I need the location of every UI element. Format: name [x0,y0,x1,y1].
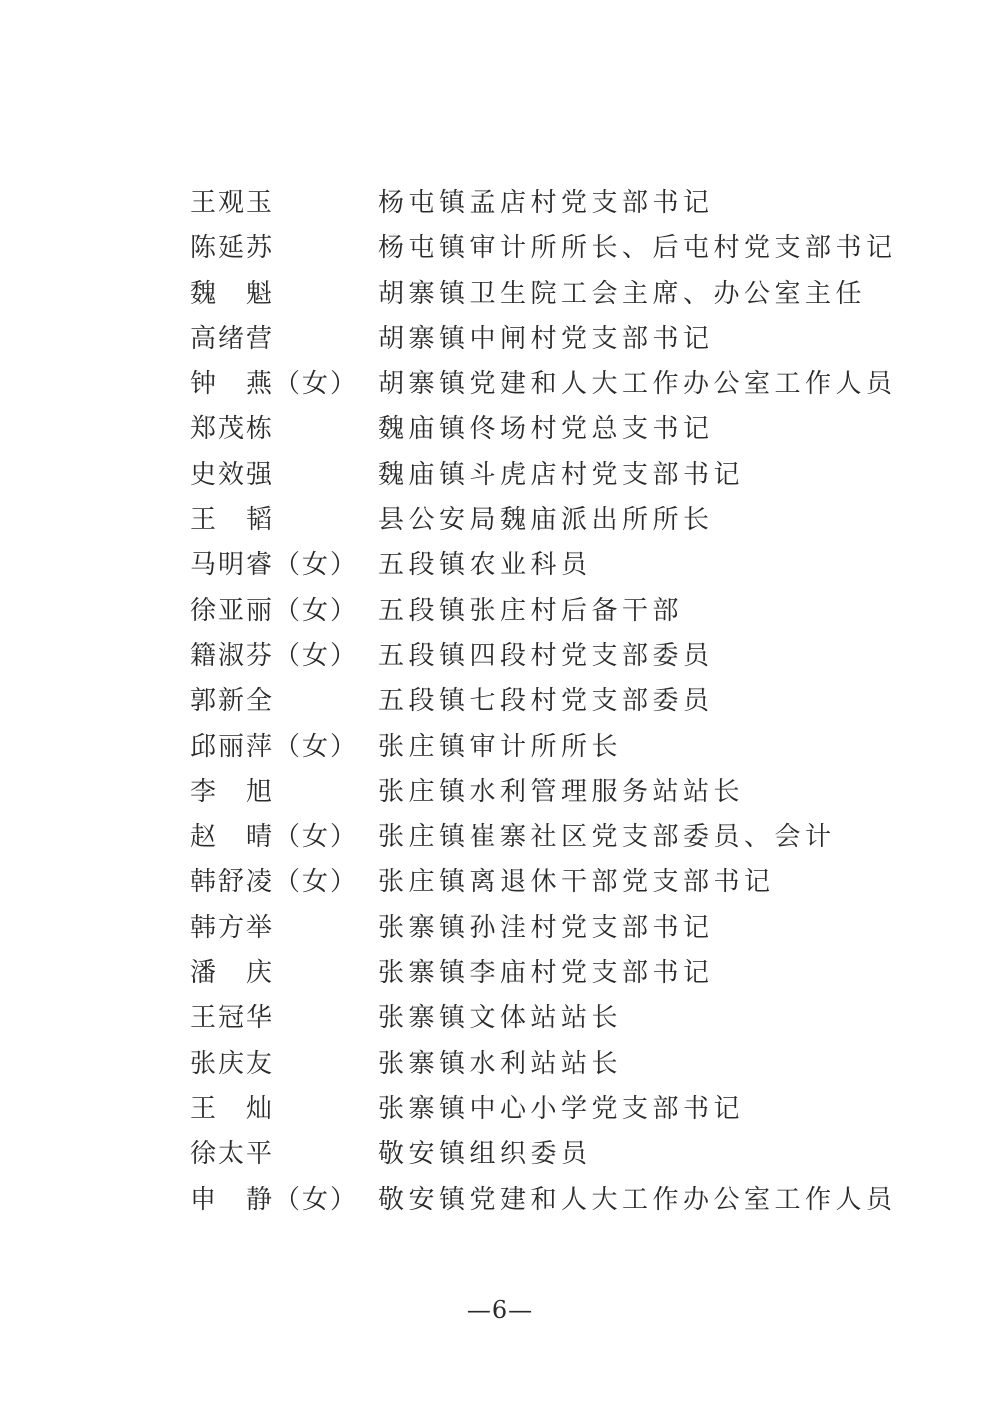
list-item [190,725,850,770]
list-item [190,407,850,452]
person-position: 杨屯镇审计所所长、后屯村党支部书记 [378,233,897,264]
person-position: 张庄镇离退休干部党支部书记 [378,867,775,898]
list-item [190,996,850,1041]
person-position: 五段镇张庄村后备干部 [378,595,684,626]
person-name: 王 灿 [190,1093,275,1124]
list-item [190,1178,897,1223]
list-item [190,770,850,815]
person-name: 王 韬 [190,505,275,536]
person-position: 敬安镇党建和人大工作办公室工作人员 [378,1184,897,1215]
person-position: 五段镇七段村党支部委员 [378,686,714,717]
person-name: 王冠华 [190,1003,275,1034]
list-item [190,589,850,634]
person-name: 潘 庆 [190,958,275,989]
person-name: 申 静（女） [190,1184,359,1215]
list-item [190,272,867,317]
person-name: 史效强 [190,459,275,490]
list-item [190,317,850,362]
person-name: 郑茂栋 [190,414,275,445]
person-position: 胡寨镇卫生院工会主席、办公室主任 [378,278,867,309]
person-name: 魏 魁 [190,278,275,309]
person-position: 五段镇农业科员 [378,550,592,581]
person-position: 魏庙镇佟场村党总支书记 [378,414,714,445]
list-item [190,1087,850,1132]
person-name: 张庆友 [190,1048,275,1079]
person-name: 马明睿（女） [190,550,359,581]
person-name: 韩舒凌（女） [190,867,359,898]
list-item [190,951,850,996]
list-item [190,815,850,860]
person-name: 徐太平 [190,1139,275,1170]
list-item [190,1042,850,1087]
person-position: 杨屯镇孟店村党支部书记 [378,188,714,218]
list-item [190,1132,850,1177]
list-item [190,906,850,951]
person-name: 高绪营 [190,323,275,354]
person-name: 赵 晴（女） [190,822,359,853]
list-item [190,181,850,226]
person-position: 五段镇四段村党支部委员 [378,640,714,671]
person-position: 魏庙镇斗虎店村党支部书记 [378,459,745,490]
person-position: 县公安局魏庙派出所所长 [378,505,714,536]
list-item [190,679,850,724]
person-name: 籍淑芬（女） [190,640,359,671]
list-item [190,362,897,407]
person-position: 胡寨镇中闸村党支部书记 [378,323,714,354]
person-position: 张寨镇中心小学党支部书记 [378,1093,745,1124]
name-list [190,181,897,1223]
person-position: 张庄镇水利管理服务站站长 [378,776,745,807]
person-position: 胡寨镇党建和人大工作办公室工作人员 [378,369,897,400]
list-item [190,226,897,271]
person-name: 邱丽萍（女） [190,731,359,762]
person-position: 张寨镇水利站站长 [378,1048,623,1079]
person-position: 张寨镇李庙村党支部书记 [378,958,714,989]
person-name: 郭新全 [190,686,275,717]
person-name: 钟 燕（女） [190,369,359,400]
person-position: 张寨镇孙洼村党支部书记 [378,912,714,943]
list-item [190,634,850,679]
person-name: 李 旭 [190,776,275,807]
list-item [190,453,850,498]
person-position: 张庄镇审计所所长 [378,731,623,762]
list-item [190,543,850,588]
person-position: 张庄镇崔寨社区党支部委员、会计 [378,822,836,853]
list-item [190,860,850,905]
list-item [190,498,850,543]
person-position: 张寨镇文体站站长 [378,1003,623,1034]
person-name: 徐亚丽（女） [190,595,359,626]
person-name: 王观玉 [190,188,275,218]
person-name: 韩方举 [190,912,275,943]
page-number: —6— [466,1296,534,1324]
person-position: 敬安镇组织委员 [378,1139,592,1170]
person-name: 陈延苏 [190,233,275,264]
